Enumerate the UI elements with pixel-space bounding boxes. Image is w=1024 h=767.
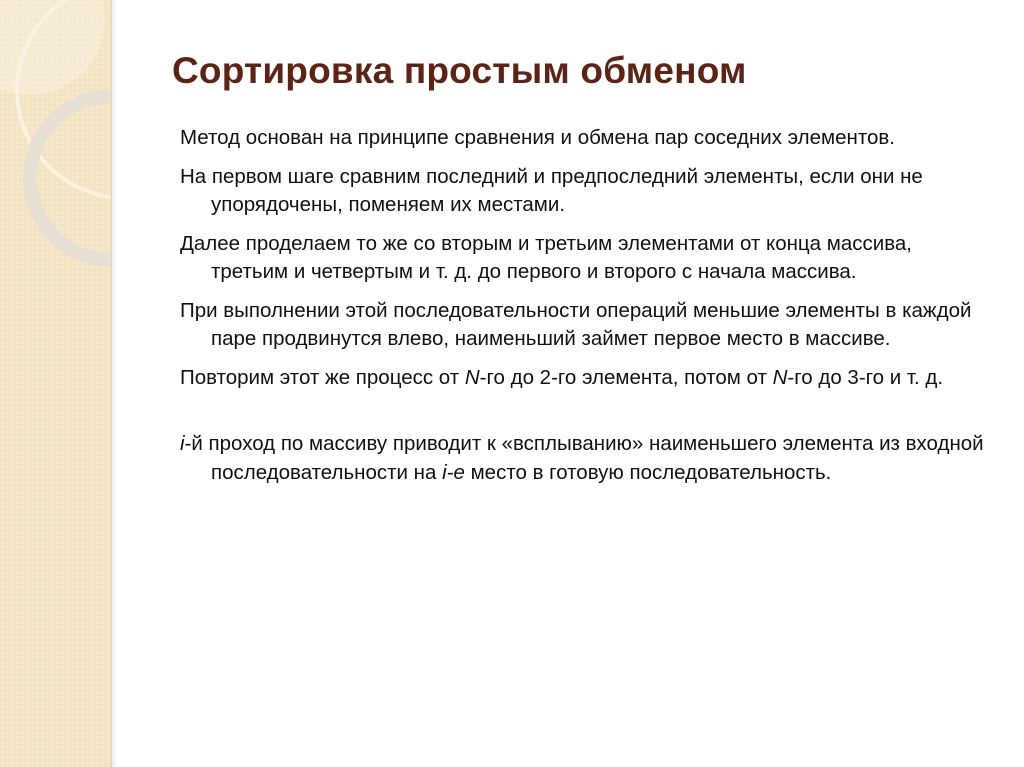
text: -го до 2-го элемента, потом от	[479, 365, 773, 389]
italic-i-e: i-е	[442, 460, 465, 484]
text: -го до 3-го и т. д.	[787, 365, 944, 389]
decorative-circles	[0, 0, 111, 767]
paragraph-2	[180, 163, 990, 220]
italic-n: N	[464, 365, 480, 389]
blank-line	[180, 402, 990, 430]
paragraph-1	[180, 124, 990, 153]
slide-title: Сортировка простым обменом	[172, 50, 747, 91]
paragraph-5	[180, 364, 990, 393]
slide-body	[180, 124, 990, 497]
text: Метод основан на принципе сравнения и обмена пар соседних элементов.	[180, 126, 896, 149]
text: При выполнении этой последовательности операций меньшие элементы в каждой паре продвинутся влево, наименьший займет первое место в массиве.	[180, 298, 972, 350]
text: место в готовую последовательность.	[464, 460, 832, 484]
decorative-side-strip	[0, 0, 112, 767]
text: -й проход по массиву приводит к «всплыванию» наименьшего элемента из входной последовательности на	[184, 432, 984, 484]
text: На первом шаге сравним последний и предпоследний элементы, если они не упорядочены, поменяем их местами.	[180, 164, 923, 216]
italic-n: N	[772, 365, 788, 389]
italic-i: i	[180, 432, 185, 455]
strip-shadow	[112, 0, 118, 767]
paragraph-3	[180, 230, 990, 287]
text: Повторим этот же процесс от	[180, 365, 465, 389]
paragraph-6	[180, 430, 990, 487]
paragraph-4	[180, 297, 990, 354]
text: Далее проделаем то же со вторым и третьим элементами от конца массива, третьим и четвертым и т. д. до первого и второго с начала массива.	[180, 231, 912, 283]
